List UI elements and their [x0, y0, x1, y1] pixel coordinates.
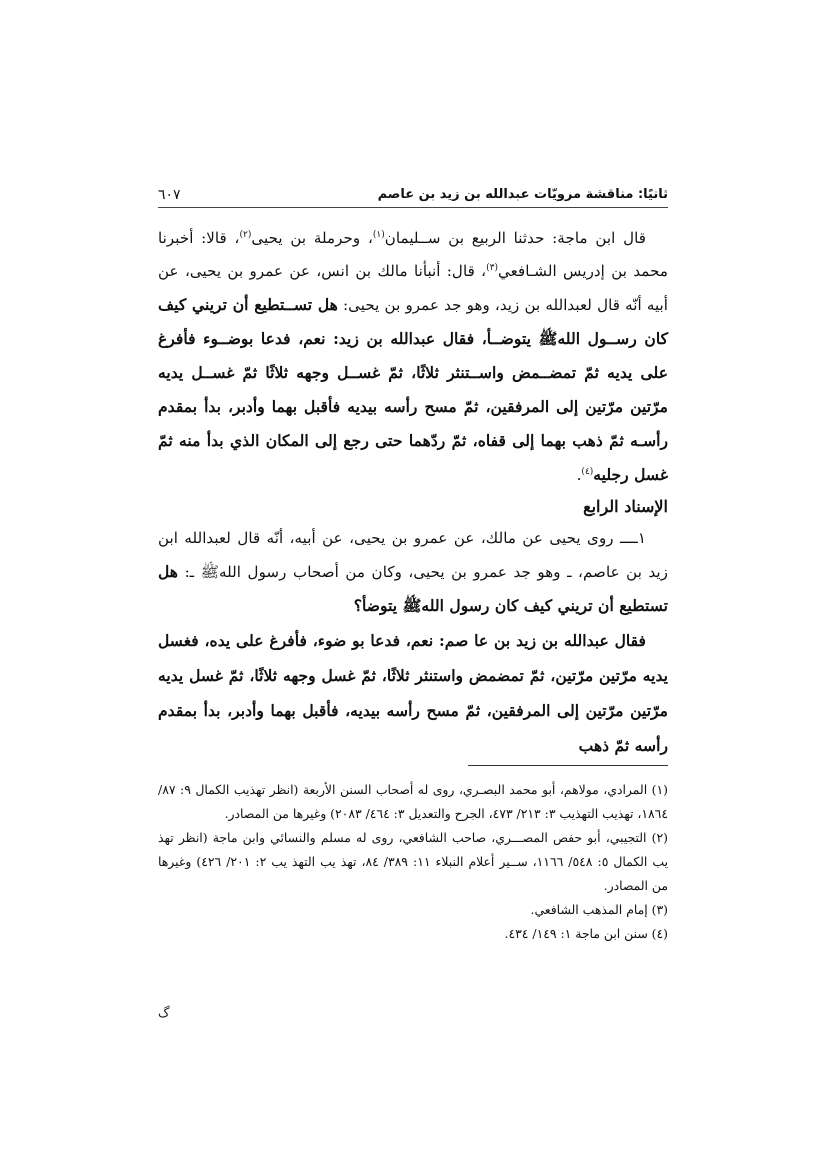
paragraph-2-text: ١ــــ روى يحيى عن مالك، عن عمرو بن يحيى، عن أبيه، أنّه قال لعبدالله ابن زيد بن عاصم، ـ وهو جد عمرو بن يحيى، وكان من أصحاب رسول اللهﷺ ـ:: [158, 529, 668, 581]
footnotes: [158, 778, 668, 946]
footnote-ref-3: (٣): [486, 262, 498, 273]
paragraph-1-text-4: ، قال: أنبأنا مالك بن انس، عن عمرو بن يحيى، عن أبيه أنّه قال لعبدالله بن زيد، وهو جد عمرو بن يحيى:: [158, 262, 668, 314]
footnote-4: (٤) سنن ابن ماجة ١: ١٤٩/ ٤٣٤.: [504, 926, 668, 941]
paragraph-1-end: .: [576, 466, 582, 484]
bottom-mark: ﮒ: [158, 1006, 170, 1021]
paragraph-1-text: قال ابن ماجة: حدثنا الربيع بن ســليمان: [384, 229, 646, 247]
paragraph-3: فقال عبدالله بن زيد بن عا صم: نعم، فدعا بو ضوء، فأفرغ على يده، فغسل يديه مرّتين مرّتين، ثمّ تمضمض واستنثر ثلاثًا، ثمّ غسل وجهه ثلاثًا، ثمّ غسل يديه مرّتين مرّتين إلى المرفقين، ثمّ مسح رأسه بيديه، فأقبل بهما وأدبر، بدأ بمقدم رأسه ثمّ ذهب: [158, 631, 668, 755]
paragraph-2: [158, 522, 668, 623]
page-header: [158, 185, 668, 208]
paragraph-1-text-2: ، وحرملة بن يحيى: [251, 229, 373, 247]
paragraph-2-question: هل تستطيع أن تريني كيف كان رسول اللهﷺ يتوضأ؟: [158, 562, 668, 615]
footnote-ref-2: (٢): [239, 229, 252, 240]
main-text: [158, 222, 668, 763]
footnote-ref-1: (١): [372, 229, 385, 240]
footnote-3: (٣) إمام المذهب الشافعي.: [530, 902, 668, 917]
running-title: ثانيًا: مناقشة مرويّات عبدالله بن زيد بن عاصم: [377, 187, 668, 202]
paragraph-1: [158, 222, 668, 492]
section-heading: الإسناد الرابع: [583, 497, 668, 516]
paragraph-1-text-3: ، قالا: أخبرنا محمد بن إدريس الشـافعي: [158, 229, 669, 280]
paragraph-1-hadith-text: هل تســتطيع أن تريني كيف كان رســول اللهﷺ يتوضــأ، فقال عبدالله بن زيد: نعم، فدعا بوضــوء فأفرغ على يديه ثمّ تمضــمض واســتنثر ثلاثًا، ثمّ غســل وجهه ثلاثًا ثمّ غســل يديه مرّتين مرّتين إلى المرفقين، ثمّ مسح رأسه بيديه فأقبل بهما وأدبر، بدأ بمقدم رأسـه ثمّ ذهب بهما إلى قفاه، ثمّ ردّهما حتى رجع إلى المكان الذي بدأ منه ثمّ غسل رجليه: [158, 295, 668, 484]
footnote-ref-4: (٤): [581, 466, 594, 477]
footnote-separator: [468, 765, 668, 766]
footnote-2: (٢) التجيبي، أبو حفص المصـــري، صاحب الشافعي، روى له مسلم والنسائي وابن ماجة (انظر تهذ يب الكمال ٥: ٥٤٨/ ١١٦٦، ســير أعلام النبلاء ١١: ٣٨٩/ ٨٤، تهذ يب التهذ يب ٢: ٢٠١/ ٤٢٦) وغيرها من المصادر.: [158, 830, 669, 893]
document-page: [158, 0, 668, 1169]
footnote-1: (١) المرادي، مولاهم، أبو محمد البصـري، روى له أصحاب السنن الأربعة (انظر تهذيب الكمال ٩: ٨٧/ ١٨٦٤، تهذيب التهذيب ٣: ٢١٣/ ٤٧٣، الجرح والتعديل ٣: ٤٦٤/ ٢٠٨٣) وغيرها من المصادر.: [158, 782, 668, 821]
page-number: ٦٠٧: [158, 187, 181, 203]
